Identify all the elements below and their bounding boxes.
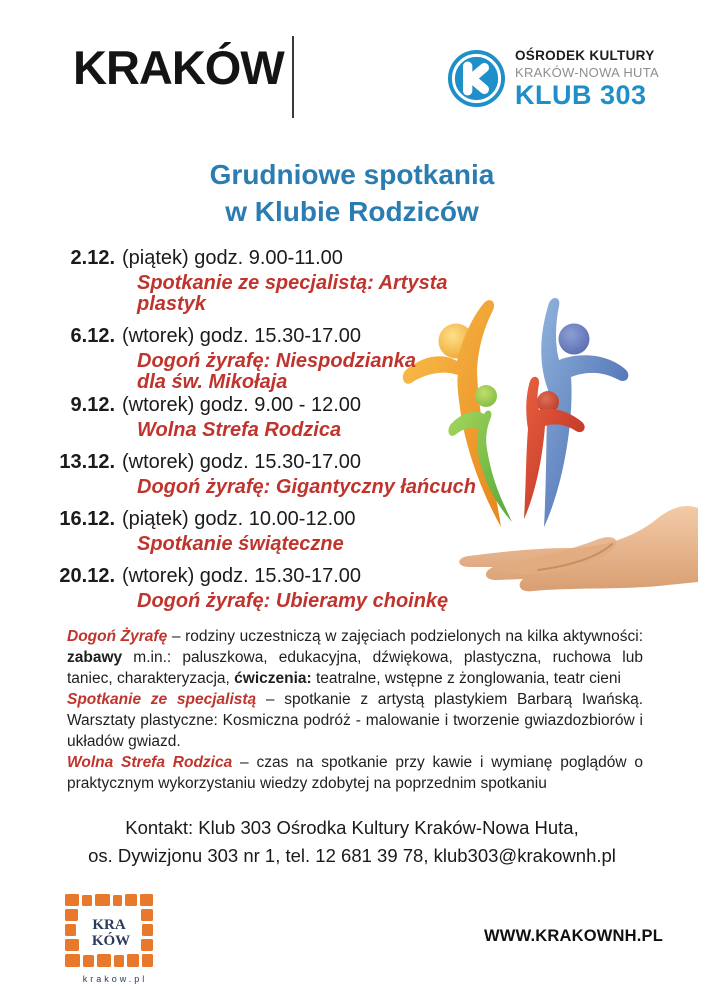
krakow-wordmark: KRAKÓW (73, 41, 284, 94)
description-dogon-zyrafe (67, 626, 643, 689)
krakow-mosaic-logo (63, 892, 167, 986)
event-title: Spotkanie ze specjalistą: Artysta plastyk (137, 272, 448, 315)
text-segment: Dogoń Żyrafę (67, 628, 168, 645)
hand (459, 506, 698, 591)
event-daytime: (piątek) godz. 9.00-11.00 (122, 247, 343, 269)
text-segment: – spotkanie z artystą plastykiem Barbarą Iwańską. Warsztaty plastyczne: Kosmiczna podróż - malowanie i tworzenie gwiazdozbiorów i układów gwiazd. (67, 691, 643, 750)
text-segment: zabawy (67, 649, 123, 666)
klub303-k-icon (447, 49, 506, 108)
description-spotkanie-ze-specjalista (67, 689, 643, 752)
event-title: Dogoń żyrafę: Gigantyczny łańcuch (137, 476, 476, 498)
event-title: Dogoń żyrafę: Niespodzianka dla św. Mikołaja (137, 350, 416, 393)
schedule-entry (0, 324, 480, 393)
text-segment: m.in.: paluszkowa, edukacyjna, dźwiękowa, plastyczna, ruchowa lub taniec, charakteryzacja, (67, 649, 643, 687)
contact-line1: Kontakt: Klub 303 Ośrodka Kultury Kraków-Nowa Huta, (125, 817, 579, 838)
schedule-entry (0, 393, 480, 441)
website-url: WWW.KRAKOWNH.PL (484, 927, 663, 945)
text-segment: Spotkanie ze specjalistą (67, 691, 257, 708)
event-daytime: (wtorek) godz. 15.30-17.00 (122, 325, 362, 347)
page-title-line1: Grudniowe spotkania (209, 159, 495, 190)
header-divider (292, 36, 294, 118)
org-club-name: KLUB 303 (515, 79, 647, 110)
event-date: 16.12. (59, 508, 115, 530)
schedule-entry (0, 450, 480, 498)
org-name: OŚRODEK KULTURY (515, 48, 655, 63)
description-wolna-strefa-rodzica (67, 752, 643, 794)
text-segment: – rodziny uczestniczą w zajęciach podzielonych na kilka aktywności: (167, 628, 643, 645)
klub303-logo (447, 49, 659, 109)
page-title (0, 156, 704, 230)
event-date: 13.12. (59, 451, 115, 473)
event-date: 6.12. (70, 325, 115, 347)
event-daytime: (wtorek) godz. 15.30-17.00 (122, 451, 362, 473)
activity-descriptions (67, 626, 643, 794)
mosaic-text-top: KRA (92, 917, 126, 933)
event-daytime: (piątek) godz. 10.00-12.00 (122, 508, 356, 530)
event-title: Wolna Strefa Rodzica (137, 419, 342, 441)
text-segment: teatralne, wstępne z żonglowania, teatr cieni (311, 670, 621, 687)
event-title: Spotkanie świąteczne (137, 533, 344, 555)
event-date: 20.12. (59, 565, 115, 587)
contact-info (0, 814, 704, 870)
text-segment: – czas na spotkanie przy kawie i wymianę poglądów o praktycznym wykorzystaniu wiedzy zdobytej na poprzednim spotkaniu (67, 754, 644, 792)
mosaic-text-bottom: KÓW (91, 933, 131, 949)
text-segment: Wolna Strefa Rodzica (67, 754, 233, 771)
schedule-entry (0, 564, 480, 612)
event-date: 9.12. (70, 394, 115, 416)
event-title: Dogoń żyrafę: Ubieramy choinkę (137, 590, 449, 612)
mosaic-caption: krakow.pl (82, 974, 148, 984)
text-segment: ćwiczenia: (234, 670, 312, 687)
org-location: KRAKÓW-NOWA HUTA (515, 64, 659, 80)
page-title-line2: w Klubie Rodziców (225, 196, 479, 228)
schedule-entry (0, 246, 480, 315)
event-date: 2.12. (70, 247, 115, 269)
event-daytime: (wtorek) godz. 9.00 - 12.00 (122, 394, 362, 416)
schedule-entry (0, 507, 480, 555)
contact-line2: os. Dywizjonu 303 nr 1, tel. 12 681 39 78, klub303@krakownh.pl (88, 844, 616, 866)
schedule-list (0, 246, 480, 621)
event-daytime: (wtorek) godz. 15.30-17.00 (122, 565, 362, 587)
